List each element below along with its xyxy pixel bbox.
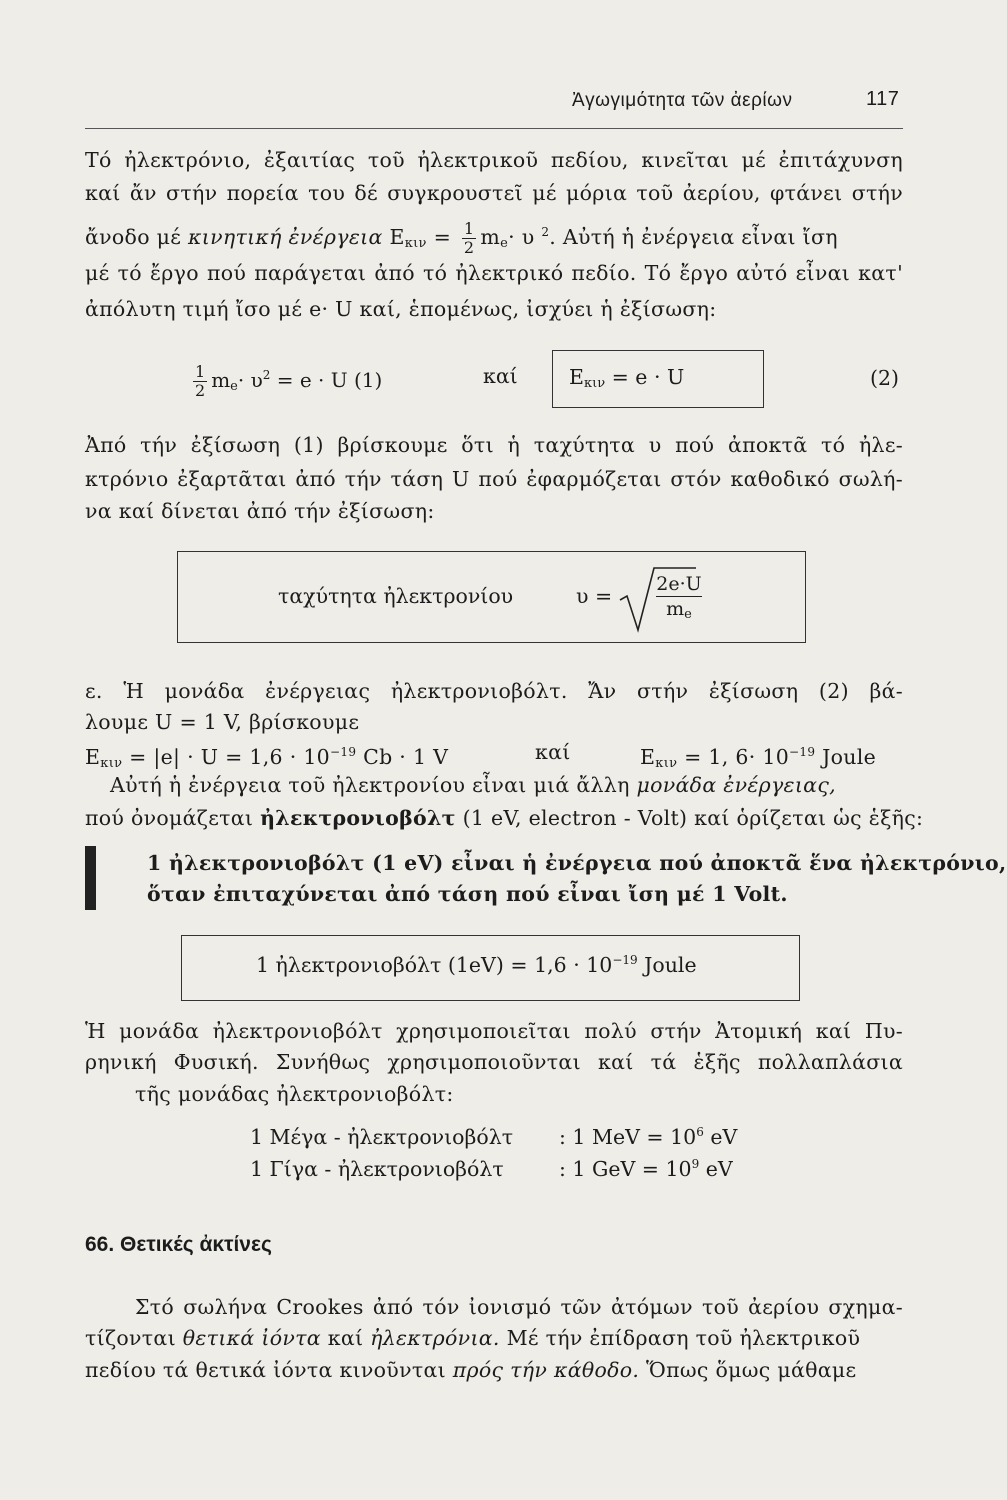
- text: . Αὐτή ἡ ἐνέργεια εἶναι ἴση: [549, 225, 838, 249]
- text: : 1 MeV = 10: [559, 1125, 697, 1149]
- text: Αὐτή ἡ ἐνέργεια τοῦ ἠλεκτρονίου εἶναι μιά ἄλλη: [110, 773, 637, 797]
- symbol-E: E: [569, 365, 584, 389]
- superscript: −19: [789, 745, 816, 759]
- definition-marker-bar: [85, 846, 96, 910]
- text: καί: [320, 1326, 371, 1350]
- kinetic-energy-term: κινητική ἐνέργεια: [188, 225, 383, 249]
- denominator: 2: [195, 381, 206, 400]
- numerator: 1: [463, 219, 475, 238]
- multiple-gev-value: [559, 1157, 733, 1181]
- symbol-E: E: [640, 745, 656, 769]
- superscript: −19: [612, 953, 638, 967]
- p3-line-1: ε. Ἡ μονάδα ἐνέργειας ἠλεκτρονιοβόλτ. Ἄν στήν ἐξίσωση (2) βά-: [85, 679, 903, 703]
- symbol-m: m: [666, 598, 685, 620]
- subscript-kin: κιν: [100, 756, 123, 771]
- p1-line-5: ἀπόλυτη τιμή ἴσο μέ e· U καί, ἑπομένως, ἰσχύει ἡ ἐξίσωση:: [85, 297, 717, 321]
- text: 1 ἠλεκτρονιοβόλτ (1eV) = 1,6 · 10: [256, 953, 613, 977]
- p5-line-1: Στό σωλήνα Crookes ἀπό τόν ἰονισμό τῶν ἀτόμων τοῦ ἀερίου σχημα-: [135, 1295, 903, 1319]
- text: ἄνοδο μέ: [85, 225, 189, 249]
- boxed-equation-text: [569, 365, 684, 391]
- text: Joule: [637, 953, 697, 977]
- p4-line-1: Ἡ μονάδα ἠλεκτρονιοβόλτ χρησιμοποιεῖται πολύ στήν Ἀτομική καί Πυ-: [85, 1019, 903, 1043]
- subscript-kin: κιν: [655, 756, 678, 771]
- electronvolt-term: ἠλεκτρονιοβόλτ: [260, 806, 456, 830]
- subscript-kin: κιν: [404, 236, 427, 251]
- multiple-gev-name: 1 Γίγα - ἠλεκτρονιοβόλτ: [250, 1157, 504, 1181]
- numerator: 1: [195, 362, 206, 381]
- p3-line-4: [110, 770, 903, 800]
- text: = |e| · U = 1,6 · 10: [122, 745, 331, 769]
- symbol-v: · υ: [508, 225, 542, 249]
- superscript-2: 2: [541, 225, 550, 239]
- electrons-term: ἠλεκτρόνια.: [370, 1326, 500, 1350]
- p2-line-1: Ἀπό τήν ἐξίσωση (1) βρίσκουμε ὅτι ἡ ταχύτητα υ πού ἀποκτᾶ τό ἠλε-: [85, 433, 903, 457]
- text: Cb · 1 V: [356, 745, 449, 769]
- subscript-e: e: [230, 379, 238, 394]
- sqrt-numerator: 2e·U: [656, 573, 702, 595]
- subscript-kin: κιν: [583, 376, 606, 391]
- text: πεδίου τά θετικά ἰόντα κινοῦνται: [85, 1358, 453, 1382]
- p1-line-1: Τό ἠλεκτρόνιο, ἐξαιτίας τοῦ ἠλεκτρικοῦ πεδίου, κινεῖται μέ ἐπιτάχυνση: [85, 148, 903, 172]
- multiple-mev-value: [559, 1125, 737, 1149]
- p1-line-3: [85, 215, 903, 261]
- section-heading: 66. Θετικές ἀκτίνες: [85, 1233, 272, 1256]
- p1-line-2: καί ἄν στήν πορεία του δέ συγκρουστεῖ μέ μόρια τοῦ ἀερίου, φτάνει στήν: [85, 181, 903, 205]
- equation-1: [193, 345, 382, 417]
- rhs: = e · U (1): [270, 368, 383, 392]
- boxed-equation-2: [552, 350, 764, 408]
- equals: =: [426, 225, 458, 249]
- definition-line-2: ὅταν ἐπιταχύνεται ἀπό τάση πού εἶναι ἴση μέ 1 Volt.: [147, 882, 788, 906]
- and-word: καί: [535, 740, 571, 764]
- symbol-E: E: [382, 225, 405, 249]
- p3-line-5: [85, 803, 924, 833]
- velocity-equation-box: [177, 551, 806, 643]
- p2-line-2: κτρόνιο ἐξαρτᾶται ἀπό τήν τάση U πού ἐφαρμόζεται στόν καθοδικό σωλή-: [85, 467, 903, 491]
- velocity-label: ταχύτητα ἠλεκτρονίου: [278, 584, 514, 608]
- fraction-half: [193, 363, 207, 400]
- text: Ὅπως ὅμως μάθαμε: [639, 1358, 857, 1382]
- symbol-E: E: [85, 745, 101, 769]
- symbol-v: · υ: [237, 368, 263, 392]
- p2-line-3: να καί δίνεται ἀπό τήν ἐξίσωση:: [85, 499, 435, 523]
- superscript-2: 2: [262, 368, 271, 382]
- definition-line-1: 1 ἠλεκτρονιοβόλτ (1 eV) εἶναι ἡ ἐνέργεια πού ἀποκτᾶ ἕνα ἠλεκτρόνιο,: [147, 851, 1007, 875]
- energy-unit-term: μονάδα ἐνέργειας,: [636, 773, 836, 797]
- header-rule: [85, 128, 903, 129]
- electronvolt-joule-equation: [256, 953, 697, 977]
- superscript: 9: [691, 1157, 700, 1171]
- symbol-m: m: [211, 368, 231, 392]
- text: : 1 GeV = 10: [559, 1157, 692, 1181]
- text: πού ὀνομάζεται: [85, 806, 261, 830]
- running-title: Ἀγωγιμότητα τῶν ἀερίων: [572, 90, 793, 111]
- text: = 1, 6· 10: [677, 745, 790, 769]
- p5-line-3: [85, 1355, 903, 1385]
- sqrt-fraction: [656, 572, 702, 627]
- text: Joule: [815, 745, 877, 769]
- symbol-m: m: [480, 225, 501, 249]
- p4-line-3: τῆς μονάδας ἠλεκτρονιοβόλτ:: [135, 1082, 454, 1106]
- denominator: 2: [463, 238, 475, 257]
- multiple-mev-name: 1 Μέγα - ἠλεκτρονιοβόλτ: [250, 1125, 514, 1149]
- p4-line-2: ρηνική Φυσική. Συνήθως χρησιμοποιοῦνται καί τά ἑξῆς πολλαπλάσια: [85, 1050, 903, 1074]
- toward-cathode-term: πρός τήν κάθοδο.: [452, 1358, 640, 1382]
- fraction-half: [462, 220, 476, 257]
- superscript: 6: [696, 1125, 704, 1139]
- superscript: −19: [330, 745, 357, 759]
- positive-ions-term: θετικά ἰόντα: [182, 1326, 321, 1350]
- subscript-e: e: [684, 607, 692, 622]
- text: τίζονται: [85, 1326, 183, 1350]
- electronvolt-joule-box: [181, 935, 800, 1001]
- velocity-lhs: υ =: [576, 584, 613, 608]
- equation-label-2: (2): [870, 366, 900, 390]
- p5-line-2: [85, 1323, 903, 1353]
- subscript-e: e: [500, 236, 509, 251]
- page-number: 117: [866, 88, 900, 110]
- text: eV: [699, 1157, 733, 1181]
- p1-line-4: μέ τό ἔργο πού παράγεται ἀπό τό ἠλεκτρικό πεδίο. Τό ἔργο αὐτό εἶναι κατ': [85, 261, 903, 285]
- text: Μέ τήν ἐπίδραση τοῦ ἠλεκτρικοῦ: [499, 1326, 861, 1350]
- sqrt-denominator: [656, 597, 702, 627]
- text: eV: [703, 1125, 738, 1149]
- text: (1 eV, electron - Volt) καί ὁρίζεται ὡς ἑξῆς:: [455, 806, 924, 830]
- and-word: καί: [483, 364, 518, 388]
- p3-line-2: λουμε U = 1 V, βρίσκουμε: [85, 710, 360, 734]
- rhs: = e · U: [605, 365, 685, 389]
